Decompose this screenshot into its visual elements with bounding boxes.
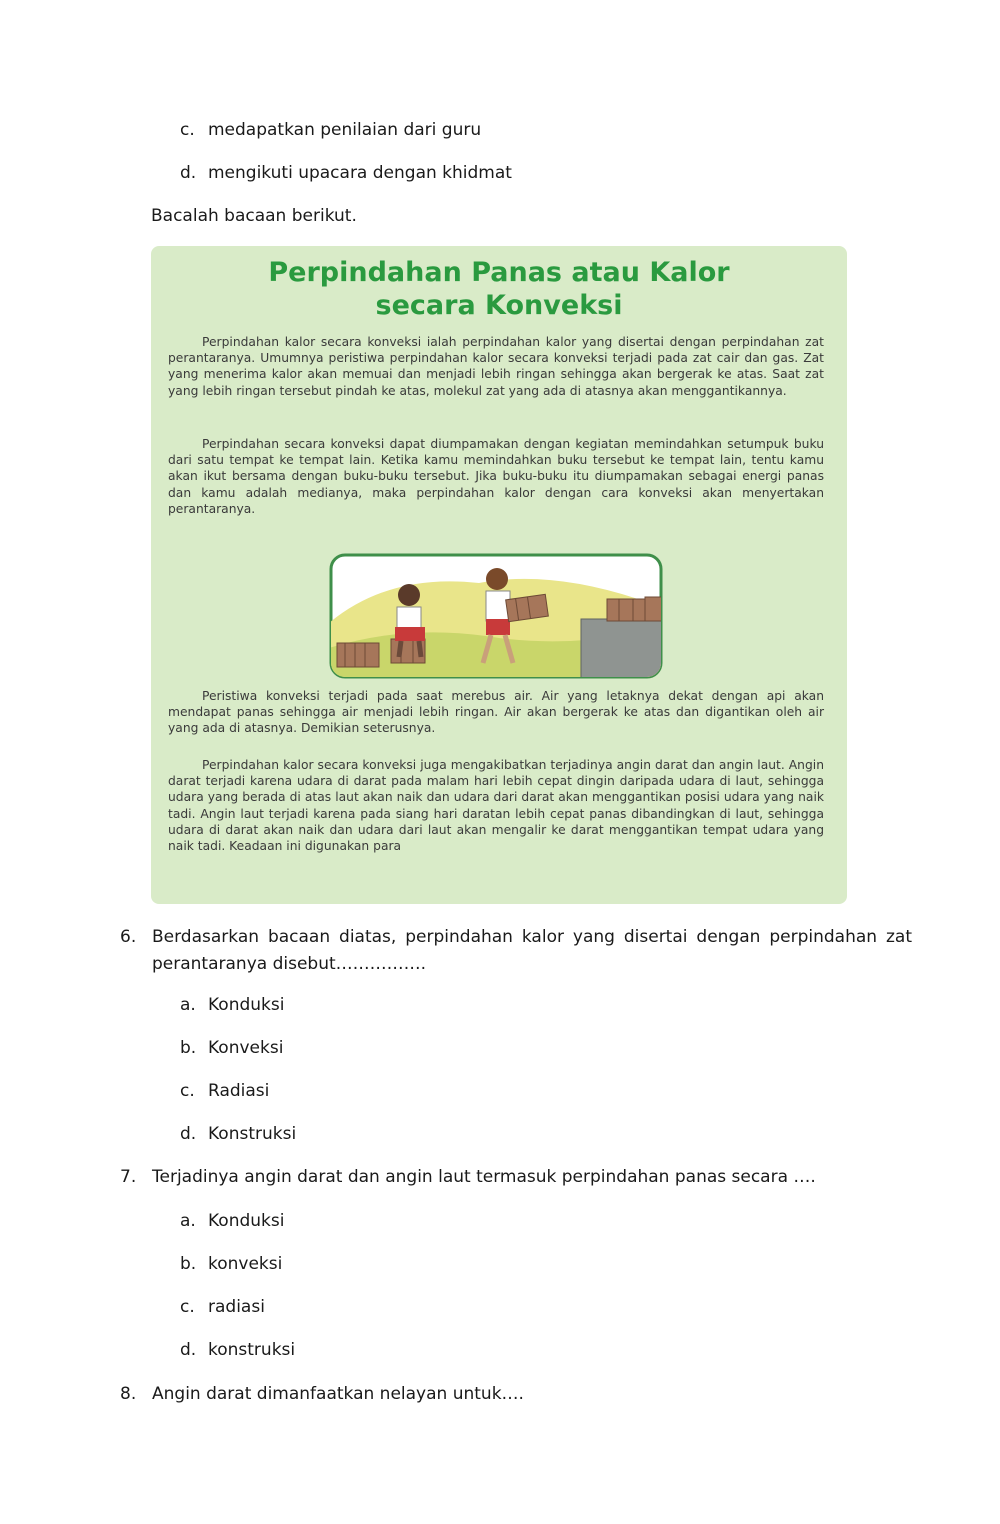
option-text: Konduksi — [208, 995, 285, 1015]
option-row[interactable] — [180, 1253, 282, 1275]
option-row[interactable] — [180, 1296, 265, 1318]
question-number: 8. — [120, 1384, 137, 1404]
option-text: Konveksi — [208, 1038, 284, 1058]
reading-paragraph: Perpindahan secara konveksi dapat diumpamakan dengan kegiatan memindahkan setumpuk buku dari satu tempat ke tempat lain. Ketika kamu memindahkan buku tersebut ke tempat lain, tentu kamu akan ikut bersama dengan buku-buku tersebut. Jika buku-buku itu diumpamakan sebagai energi panas dan kamu adalah medianya, maka perpindahan kalor dengan cara konveksi akan menyertakan perantaranya. — [168, 437, 824, 516]
reading-title-line1: Perpindahan Panas atau Kalor — [268, 257, 730, 288]
question-number: 7. — [120, 1167, 137, 1187]
option-text: Konstruksi — [208, 1124, 297, 1144]
option-row[interactable] — [180, 1037, 283, 1059]
option-text: konveksi — [208, 1254, 283, 1274]
option-text: Radiasi — [208, 1081, 270, 1101]
reading-paragraph: Perpindahan kalor secara konveksi ialah perpindahan kalor yang disertai dengan perpindahan zat perantaranya. Umumnya peristiwa perpindahan kalor secara konveksi terjadi pada zat cair dan gas. Zat yang menerima kalor akan memuai dan menjadi lebih ringan sehingga akan bergerak ke atas. Saat zat yang lebih ringan tersebut pindah ke atas, molekul zat yang ada di atasnya akan menggantikannya. — [168, 335, 824, 398]
option-letter: d. — [180, 1340, 197, 1360]
reading-instruction: Bacalah bacaan berikut. — [151, 206, 357, 226]
reading-paragraph: Peristiwa konveksi terjadi pada saat merebus air. Air yang letaknya dekat dengan api akan mendapat panas sehingga air menjadi lebih ringan. Air akan bergerak ke atas dan digantikan oleh air yang ada di atasnya. Demikian seterusnya. — [168, 689, 824, 736]
option-row[interactable] — [180, 119, 481, 141]
question-text: Angin darat dimanfaatkan nelayan untuk…. — [152, 1384, 524, 1404]
option-letter: b. — [180, 1254, 197, 1274]
option-row[interactable] — [180, 1210, 284, 1232]
option-letter: c. — [180, 120, 195, 140]
option-text: Konduksi — [208, 1211, 285, 1231]
question-7 — [120, 1164, 912, 1191]
option-letter: b. — [180, 1038, 197, 1058]
reading-title — [151, 256, 847, 322]
option-row[interactable] — [180, 162, 512, 184]
reading-paragraph: Perpindahan kalor secara konveksi juga mengakibatkan terjadinya angin darat dan angin laut. Angin darat terjadi karena udara di darat pada malam hari lebih cepat dingin daripada udara di laut, sehingga udara yang berada di atas laut akan naik dan udara dari darat akan menggantikan posisi udara yang naik tadi. Angin laut terjadi karena pada siang hari daratan lebih cepat panas dibandingkan di laut, sehingga udara di darat akan naik dan udara dari laut akan mengalir ke darat menggantikan tempat udara yang naik tadi. Keadaan ini digunakan para — [168, 758, 824, 854]
reading-title-line2: secara Konveksi — [375, 290, 623, 321]
option-letter: d. — [180, 1124, 197, 1144]
illustration-students-carrying-boxes — [329, 553, 663, 679]
option-row[interactable] — [180, 994, 284, 1016]
option-row[interactable] — [180, 1339, 295, 1361]
option-letter: c. — [180, 1297, 195, 1317]
question-text: Berdasarkan bacaan diatas, perpindahan kalor yang disertai dengan perpindahan zat — [152, 927, 912, 947]
option-text: radiasi — [208, 1297, 265, 1317]
question-6 — [120, 924, 912, 978]
question-8 — [120, 1381, 912, 1408]
option-row[interactable] — [180, 1123, 296, 1145]
option-text: konstruksi — [208, 1340, 296, 1360]
reading-passage-box — [151, 246, 847, 904]
option-row[interactable] — [180, 1080, 269, 1102]
option-letter: c. — [180, 1081, 195, 1101]
question-number: 6. — [120, 927, 137, 947]
question-text: perantaranya disebut……………. — [152, 954, 427, 974]
question-text: Terjadinya angin darat dan angin laut termasuk perpindahan panas secara …. — [152, 1167, 816, 1187]
option-text: medapatkan penilaian dari guru — [208, 120, 482, 140]
option-letter: d. — [180, 163, 197, 183]
option-letter: a. — [180, 995, 196, 1015]
option-letter: a. — [180, 1211, 196, 1231]
option-text: mengikuti upacara dengan khidmat — [208, 163, 512, 183]
